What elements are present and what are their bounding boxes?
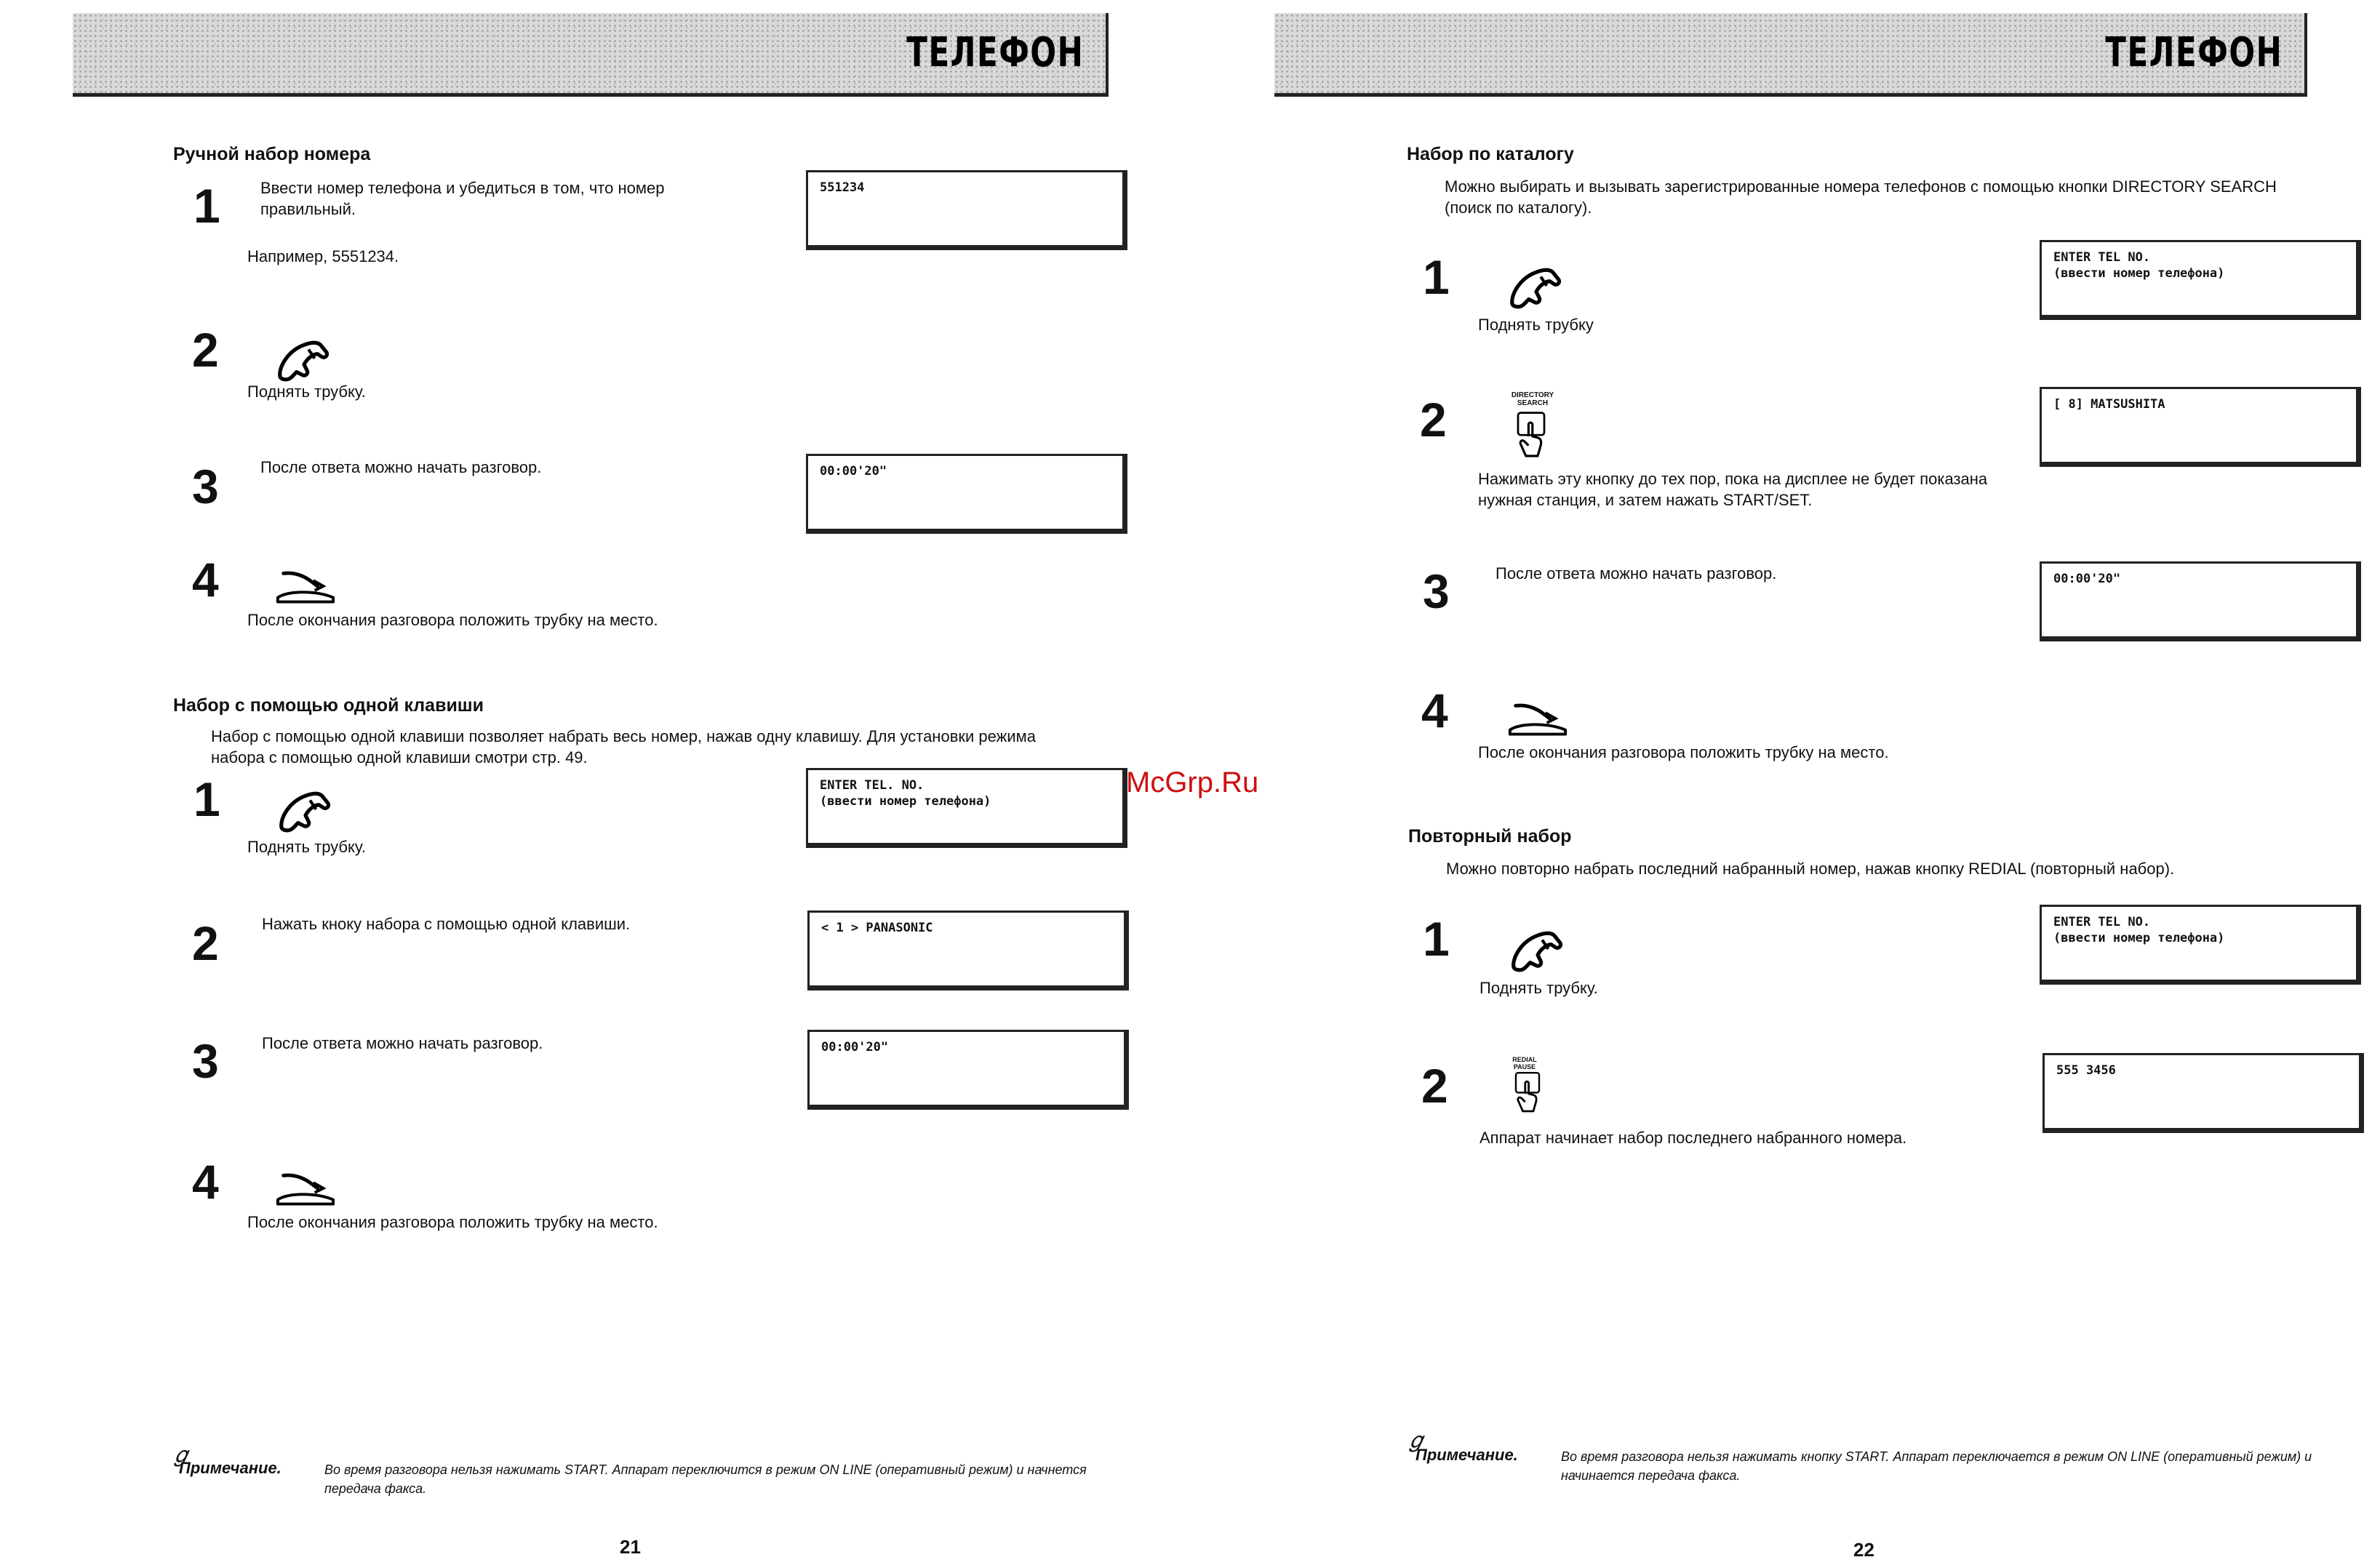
step-text: Поднять трубку. <box>1479 979 1598 997</box>
section-title-one-key-dial: Набор с помощью одной клавиши <box>173 695 484 716</box>
header-title: ТЕЛЕФОН <box>906 29 1084 76</box>
note-label: Примечание. <box>1415 1446 1518 1464</box>
section-intro: Набор с помощью одной клавиши позволяет набрать весь номер, нажав одну клавишу. Для установки режима набора с помощью одной клавиши смотри стр. 49. <box>211 727 1036 767</box>
step-number: 3 <box>192 1034 219 1088</box>
step-text: Поднять трубку. <box>247 838 366 856</box>
section-title-manual-dial: Ручной набор номера <box>173 144 371 164</box>
step-number: 3 <box>1423 564 1450 618</box>
step-number: 4 <box>192 553 219 607</box>
lcd-display: 00:00'20" <box>2040 561 2361 641</box>
lcd-display: < 1 > PANASONIC <box>807 910 1129 990</box>
press-button-icon <box>1512 410 1551 463</box>
watermark: McGrp.Ru <box>1126 767 1259 798</box>
lift-handset-icon <box>1504 265 1568 310</box>
lift-handset-icon <box>1506 928 1570 973</box>
directory-search-button-label: DIRECTORY SEARCH <box>1511 391 1554 407</box>
note-text: Во время разговора нельзя нажимать кнопку START. Аппарат переключается в режим ON LINE (оперативный режим) и начинается передача факса. <box>1561 1449 2312 1483</box>
step-number: 2 <box>1421 1059 1448 1113</box>
page-number: 21 <box>620 1536 641 1558</box>
step-number: 1 <box>1423 912 1450 966</box>
lift-handset-icon <box>272 337 336 383</box>
step-text: Аппарат начинает набор последнего набранного номера. <box>1479 1129 1907 1147</box>
hang-up-handset-icon <box>273 1171 338 1207</box>
hang-up-handset-icon <box>273 569 338 605</box>
lcd-display: ENTER TEL NO. (ввести номер телефона) <box>2040 240 2361 320</box>
step-text: Ввести номер телефона и убедиться в том, что номер правильный. <box>260 179 665 218</box>
section-intro: Можно повторно набрать последний набранный номер, нажав кнопку REDIAL (повторный набор). <box>1446 860 2175 878</box>
step-text: Поднять трубку <box>1478 316 1594 334</box>
header-title: ТЕЛЕФОН <box>2105 29 2283 76</box>
step-text: После ответа можно начать разговор. <box>1496 564 1777 583</box>
lcd-display: 00:00'20" <box>806 454 1127 534</box>
section-intro: Можно выбирать и вызывать зарегистрированные номера телефонов с помощью кнопки DIRECTORY SEARCH (поиск по каталогу). <box>1445 177 2277 217</box>
section-title-directory-dial: Набор по каталогу <box>1407 144 1574 164</box>
step-text: После ответа можно начать разговор. <box>262 1034 543 1052</box>
lcd-display: 555 3456 <box>2042 1053 2364 1133</box>
lcd-display: 551234 <box>806 170 1127 250</box>
page-header-banner <box>73 13 1109 97</box>
step-text: После окончания разговора положить трубку на место. <box>1478 743 1889 761</box>
note-icon: 𝑔 <box>175 1443 187 1467</box>
step-text: Нажать кноку набора с помощью одной клавиши. <box>262 915 631 933</box>
section-title-redial: Повторный набор <box>1408 826 1572 846</box>
step-number: 1 <box>193 179 220 233</box>
lcd-display: ENTER TEL NO. (ввести номер телефона) <box>2040 905 2361 985</box>
step-number: 3 <box>192 460 219 513</box>
lcd-display: ENTER TEL. NO. (ввести номер телефона) <box>806 768 1127 848</box>
press-button-icon <box>1510 1070 1545 1117</box>
note-label: Примечание. <box>179 1459 281 1477</box>
lcd-display: [ 8] MATSUSHITA <box>2040 387 2361 467</box>
step-text: Нажимать эту кнопку до тех пор, пока на дисплее не будет показана нужная станция, и затем нажать START/SET. <box>1478 470 1988 509</box>
step-number: 4 <box>192 1155 219 1209</box>
hang-up-handset-icon <box>1506 701 1570 737</box>
step-number: 1 <box>193 772 220 826</box>
lcd-display: 00:00'20" <box>807 1030 1129 1110</box>
step-text: После окончания разговора положить трубку на место. <box>247 611 658 629</box>
page-21 <box>0 0 1178 1565</box>
step-number: 2 <box>192 916 219 970</box>
note-text: Во время разговора нельзя нажимать START. Аппарат переключится в режим ON LINE (оперативный режим) и начнется передача факса. <box>324 1462 1087 1496</box>
step-text: После окончания разговора положить трубку на место. <box>247 1213 658 1231</box>
step-number: 2 <box>1420 393 1447 447</box>
step-number: 2 <box>192 323 219 377</box>
page-number: 22 <box>1853 1539 1874 1561</box>
step-number: 1 <box>1423 250 1450 304</box>
example-text: Например, 5551234. <box>247 247 399 265</box>
page-22 <box>1190 0 2368 1565</box>
note-icon: 𝑔 <box>1410 1428 1422 1452</box>
step-number: 4 <box>1421 684 1448 737</box>
page-header-banner <box>1274 13 2307 97</box>
lift-handset-icon <box>273 788 338 833</box>
redial-button-label: REDIAL PAUSE <box>1512 1056 1537 1070</box>
step-text: Поднять трубку. <box>247 383 366 401</box>
step-text: После ответа можно начать разговор. <box>260 458 542 476</box>
